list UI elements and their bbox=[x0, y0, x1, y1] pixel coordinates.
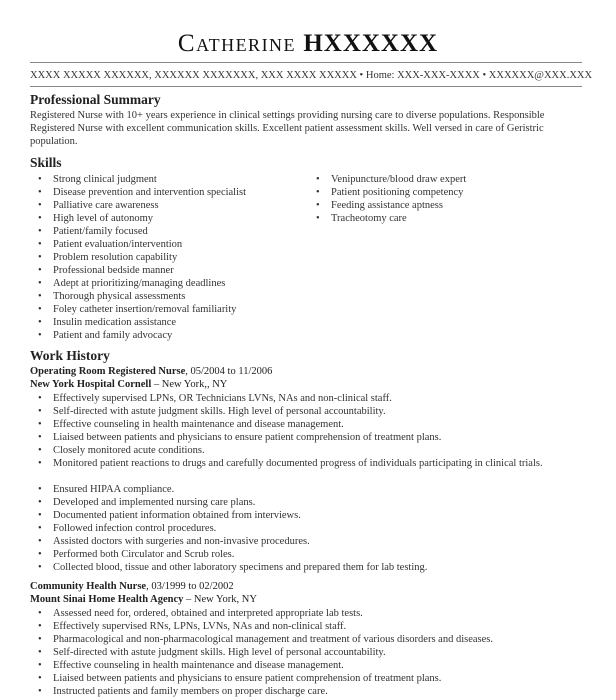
work-heading: Work History bbox=[30, 348, 110, 363]
list-item: • Patient positioning competency bbox=[308, 186, 583, 199]
list-item: • Foley catheter insertion/removal familiarity bbox=[30, 303, 310, 316]
list-item: • Strong clinical judgment bbox=[30, 173, 310, 186]
employer-location: – New York, NY bbox=[183, 594, 257, 605]
list-item: • Effectively supervised LPNs, OR Technicians LVNs, NAs and non-clinical staff. bbox=[30, 392, 588, 405]
job-2-duties bbox=[30, 607, 588, 698]
first-name: Catherine bbox=[177, 30, 297, 57]
list-item: • Followed infection control procedures. bbox=[30, 522, 588, 535]
list-item: • Assisted doctors with surgeries and non-invasive procedures. bbox=[30, 535, 588, 548]
employer-name: New York Hospital Cornell bbox=[30, 379, 152, 390]
header-bottom-rule bbox=[30, 86, 582, 87]
list-item: • Pharmacological and non-pharmacological management and treatment of various disorders and diseases. bbox=[30, 633, 588, 646]
list-item: • Liaised between patients and physicians to ensure patient comprehension of treatment plans. bbox=[30, 431, 588, 444]
list-item: • Developed and implemented nursing care plans. bbox=[30, 496, 588, 509]
contact-line: XXXX XXXXX XXXXXX, XXXXXX XXXXXXX, XXX XXXX XXXXX • Home: XXX-XXX-XXXX • XXXXXX@XXX.XXX bbox=[30, 70, 593, 81]
list-item: • Thorough physical assessments bbox=[30, 290, 310, 303]
list-item: • Closely monitored acute conditions. bbox=[30, 444, 588, 457]
list-item: • Monitored patient reactions to drugs and carefully documented progress of individuals participating in clinical trials. bbox=[30, 457, 588, 483]
list-item: • Performed both Circulator and Scrub roles. bbox=[30, 548, 588, 561]
job-dates: , 05/2004 to 11/2006 bbox=[185, 366, 273, 377]
list-item: • Self-directed with astute judgment skills. High level of personal accountability. bbox=[30, 405, 588, 418]
list-item: • Assessed need for, ordered, obtained and interpreted appropriate lab tests. bbox=[30, 607, 588, 620]
employer-line bbox=[30, 379, 227, 390]
list-item: • Instructed patients and family members on proper discharge care. bbox=[30, 685, 588, 698]
list-item: • Collected blood, tissue and other laboratory specimens and prepared them for lab testing. bbox=[30, 561, 588, 574]
employer-line bbox=[30, 594, 257, 605]
list-item: • Effective counseling in health maintenance and disease management. bbox=[30, 659, 588, 672]
skills-heading: Skills bbox=[30, 155, 62, 170]
list-item: • Effectively supervised RNs, LPNs, LVNs, NAs and non-clinical staff. bbox=[30, 620, 588, 633]
list-item: • Professional bedside manner bbox=[30, 264, 310, 277]
list-item: • Tracheotomy care bbox=[308, 212, 583, 225]
job-title-line bbox=[30, 366, 272, 377]
list-item: • Effective counseling in health maintenance and disease management. bbox=[30, 418, 588, 431]
summary-text: Registered Nurse with 10+ years experience in clinical settings providing nursing care to diverse populations. Responsible Registered Nurse with excellent communication skills. Excellent patient assessment skills. Well versed in care of Geristric population. bbox=[30, 110, 545, 147]
list-item: • Patient/family focused bbox=[30, 225, 310, 238]
job-dates: , 03/1999 to 02/2002 bbox=[146, 581, 234, 592]
list-item: • Documented patient information obtained from interviews. bbox=[30, 509, 588, 522]
employer-name: Mount Sinai Home Health Agency bbox=[30, 594, 184, 605]
job-1-duties bbox=[30, 392, 588, 574]
last-name: HXXXXXX bbox=[303, 30, 439, 57]
candidate-name bbox=[0, 30, 616, 58]
list-item: • Insulin medication assistance bbox=[30, 316, 310, 329]
skills-list-right bbox=[308, 173, 583, 225]
header-top-rule bbox=[30, 62, 582, 63]
job-title: Community Health Nurse bbox=[30, 581, 147, 592]
skills-list-left bbox=[30, 173, 310, 342]
job-title: Operating Room Registered Nurse bbox=[30, 366, 186, 377]
list-item: • Feeding assistance aptness bbox=[308, 199, 583, 212]
employer-location: – New York,, NY bbox=[151, 379, 228, 390]
list-item: • Palliative care awareness bbox=[30, 199, 310, 212]
list-item: • Venipuncture/blood draw expert bbox=[308, 173, 583, 186]
list-item: • Liaised between patients and physicians to ensure patient comprehension of treatment plans. bbox=[30, 672, 588, 685]
list-item: • Patient evaluation/intervention bbox=[30, 238, 310, 251]
list-item: • Disease prevention and intervention specialist bbox=[30, 186, 310, 199]
list-item: • Patient and family advocacy bbox=[30, 329, 310, 342]
list-item: • Ensured HIPAA compliance. bbox=[30, 483, 588, 496]
job-title-line bbox=[30, 581, 234, 592]
summary-heading: Professional Summary bbox=[30, 92, 161, 107]
list-item: • Problem resolution capability bbox=[30, 251, 310, 264]
list-item: • Self-directed with astute judgment skills. High level of personal accountability. bbox=[30, 646, 588, 659]
list-item: • Adept at prioritizing/managing deadlines bbox=[30, 277, 310, 290]
list-item: • High level of autonomy bbox=[30, 212, 310, 225]
